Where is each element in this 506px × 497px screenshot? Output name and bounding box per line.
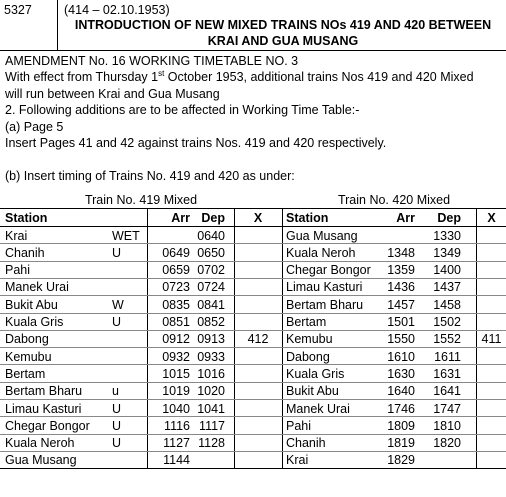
right-arr-time: 1809 [387, 418, 415, 433]
right-crossing [477, 401, 506, 418]
left-arr-time: 1116 [164, 418, 190, 433]
right-dep-time: 1502 [433, 315, 461, 329]
document-header [0, 0, 506, 50]
right-station-name: Kuala Neroh [286, 245, 356, 260]
left-arr-time: 1127 [163, 436, 190, 451]
right-dep-time: 1611 [434, 349, 461, 364]
column-divider [234, 209, 235, 469]
date-reference: (414 – 02.10.1953) [64, 3, 170, 17]
left-crossing [237, 262, 279, 279]
column-divider [147, 209, 148, 469]
right-arr-time: 1610 [387, 349, 415, 364]
left-dep-time: 0724 [197, 280, 225, 295]
right-crossing [477, 349, 506, 366]
right-crossing [477, 383, 506, 400]
left-station-note: U [112, 315, 122, 329]
left-dep-time: 1020 [197, 384, 225, 399]
right-arr-time: 1457 [387, 297, 415, 312]
left-crossing [237, 418, 279, 435]
left-station-note: WET [112, 228, 140, 243]
right-x-header: X [487, 211, 496, 225]
left-crossing [237, 314, 279, 331]
right-dep-time: 1400 [433, 263, 461, 278]
right-station-name: Bertam [286, 315, 327, 329]
left-station-name: Pahi [5, 263, 31, 278]
left-dep-time: 0841 [197, 297, 225, 312]
left-crossing [237, 245, 279, 262]
additions-line: 2. Following additions are to be affected in Working Time Table:- [5, 103, 360, 118]
right-dep-time: 1437 [433, 280, 461, 295]
right-arr-time: 1630 [387, 366, 415, 381]
right-station-name: Bukit Abu [286, 384, 339, 399]
left-arr-time: 0649 [162, 245, 190, 260]
right-dep-time [420, 452, 461, 469]
right-arr-time: 1829 [387, 453, 415, 468]
right-crossing [477, 262, 506, 279]
right-crossing [477, 418, 506, 435]
reference-number: 5327 [4, 3, 32, 17]
left-arr-time: 0659 [162, 263, 190, 278]
right-crossing [477, 279, 506, 296]
right-crossing [477, 314, 506, 331]
left-dep-time: 1041 [197, 401, 225, 416]
header-bottom-rule [0, 50, 506, 51]
left-station-note: U [112, 436, 122, 451]
right-arr-time: 1348 [387, 245, 415, 260]
right-arr-time: 1550 [387, 332, 415, 347]
left-station-name: Dabong [5, 332, 49, 347]
insert-timing-line: (b) Insert timing of Trains No. 419 and 420 as under: [5, 168, 295, 183]
right-crossing [477, 366, 506, 383]
train-419-title: Train No. 419 Mixed [84, 193, 198, 207]
right-dep-time: 1330 [433, 228, 461, 243]
left-crossing [237, 401, 279, 418]
left-station-name: Kuala Gris [5, 315, 64, 329]
insert-pages-line: Insert Pages 41 and 42 against trains Nos. 419 and 420 respectively. [5, 135, 387, 150]
left-station-name: Krai [5, 228, 28, 243]
right-crossing [477, 245, 506, 262]
title-line-2: KRAI AND GUA MUSANG [207, 34, 359, 48]
right-station-name: Limau Kasturi [286, 280, 363, 295]
right-station-name: Kuala Gris [286, 366, 345, 381]
effective-date-line: With effect from Thursday 1st October 1953, additional trains Nos 419 and 420 Mixed [5, 69, 474, 85]
right-station-name: Bertam Bharu [286, 297, 364, 312]
right-station-name: Manek Urai [286, 401, 350, 416]
amendment-line: AMENDMENT No. 16 WORKING TIMETABLE NO. 3 [5, 54, 299, 68]
title-line-1: INTRODUCTION OF NEW MIXED TRAINS NOs 419 AND 420 BETWEEN [74, 18, 492, 32]
right-dep-time: 1631 [433, 366, 461, 381]
right-crossing [477, 452, 506, 469]
right-crossing: 411 [481, 332, 502, 347]
right-dep-time: 1552 [433, 332, 461, 347]
left-dep-time: 0640 [197, 228, 225, 243]
left-arr-time: 0932 [162, 349, 190, 364]
right-arr-time: 1501 [387, 315, 415, 329]
left-station-name: Manek Urai [5, 280, 69, 295]
left-crossing [237, 297, 279, 314]
right-station-name: Pahi [286, 418, 312, 433]
right-crossing [477, 297, 506, 314]
route-line: will run between Krai and Gua Musang [5, 86, 220, 101]
right-dep-time: 1641 [433, 384, 461, 399]
page-ref-line: (a) Page 5 [5, 119, 64, 134]
right-dep-header: Dep [437, 211, 461, 225]
right-station-name: Krai [286, 453, 309, 468]
left-dep-time: 0650 [197, 245, 225, 260]
column-divider [282, 209, 283, 469]
left-dep-time: 1128 [198, 436, 225, 451]
right-station-name: Gua Musang [286, 228, 358, 243]
left-dep-time [190, 452, 225, 469]
notice-body [5, 53, 503, 184]
left-station-note: W [112, 297, 124, 312]
left-x-header: X [253, 211, 263, 225]
left-station-name: Kuala Neroh [5, 436, 75, 451]
left-arr-header: Arr [171, 211, 190, 225]
left-arr-time [150, 228, 190, 245]
left-station-note: U [112, 418, 122, 433]
right-arr-time: 1746 [387, 401, 415, 416]
left-crossing [237, 228, 279, 245]
left-dep-time: 0702 [197, 263, 225, 278]
left-arr-time: 0851 [162, 315, 190, 329]
right-arr-time: 1359 [387, 263, 415, 278]
right-station-header: Station [286, 211, 329, 225]
left-crossing [237, 349, 279, 366]
left-station-note: U [112, 401, 122, 416]
left-station-name: Bertam [5, 366, 46, 381]
right-arr-time: 1819 [387, 436, 415, 451]
right-station-name: Chegar Bongor [286, 263, 371, 278]
header-divider [57, 0, 58, 50]
left-crossing [237, 452, 279, 469]
left-crossing [237, 435, 279, 452]
left-arr-time: 0835 [162, 297, 190, 312]
left-dep-header: Dep [201, 211, 225, 225]
left-arr-time: 1019 [162, 384, 190, 399]
left-crossing: 412 [247, 332, 269, 347]
right-dep-time: 1820 [433, 436, 461, 451]
left-arr-time: 1015 [162, 366, 190, 381]
left-dep-time: 0933 [197, 349, 225, 364]
left-station-name: Chanih [5, 245, 45, 260]
left-arr-time: 0912 [162, 332, 190, 347]
left-station-name: Bertam Bharu [5, 384, 83, 399]
left-arr-time: 1040 [162, 401, 190, 416]
right-station-name: Chanih [286, 436, 326, 451]
right-arr-time [375, 228, 415, 245]
right-station-name: Dabong [286, 349, 330, 364]
left-station-header: Station [5, 211, 48, 225]
left-station-name: Chegar Bongor [5, 418, 90, 433]
left-crossing [237, 279, 279, 296]
left-arr-time: 1144 [163, 453, 190, 468]
left-crossing [237, 383, 279, 400]
left-crossing [237, 366, 279, 383]
left-arr-time: 0723 [162, 280, 190, 295]
left-dep-time: 0852 [197, 315, 225, 329]
left-station-note: u [112, 384, 119, 399]
train-420-title: Train No. 420 Mixed [337, 193, 451, 207]
left-dep-time: 1117 [199, 418, 225, 433]
right-station-name: Kemubu [286, 332, 333, 347]
left-dep-time: 0913 [197, 332, 225, 347]
right-arr-time: 1436 [387, 280, 415, 295]
right-arr-time: 1640 [387, 384, 415, 399]
left-station-name: Kemubu [5, 349, 52, 364]
left-station-name: Bukit Abu [5, 297, 58, 312]
right-dep-time: 1747 [433, 401, 461, 416]
right-crossing [477, 228, 506, 245]
table-top-rule [0, 208, 506, 209]
right-dep-time: 1349 [433, 245, 461, 260]
left-station-name: Limau Kasturi [5, 401, 82, 416]
right-crossing [477, 435, 506, 452]
left-station-note: U [112, 245, 122, 260]
right-dep-time: 1458 [433, 297, 461, 312]
left-station-name: Gua Musang [5, 453, 77, 468]
right-dep-time: 1810 [433, 418, 461, 433]
left-dep-time: 1016 [197, 366, 225, 381]
right-arr-header: Arr [396, 211, 415, 225]
